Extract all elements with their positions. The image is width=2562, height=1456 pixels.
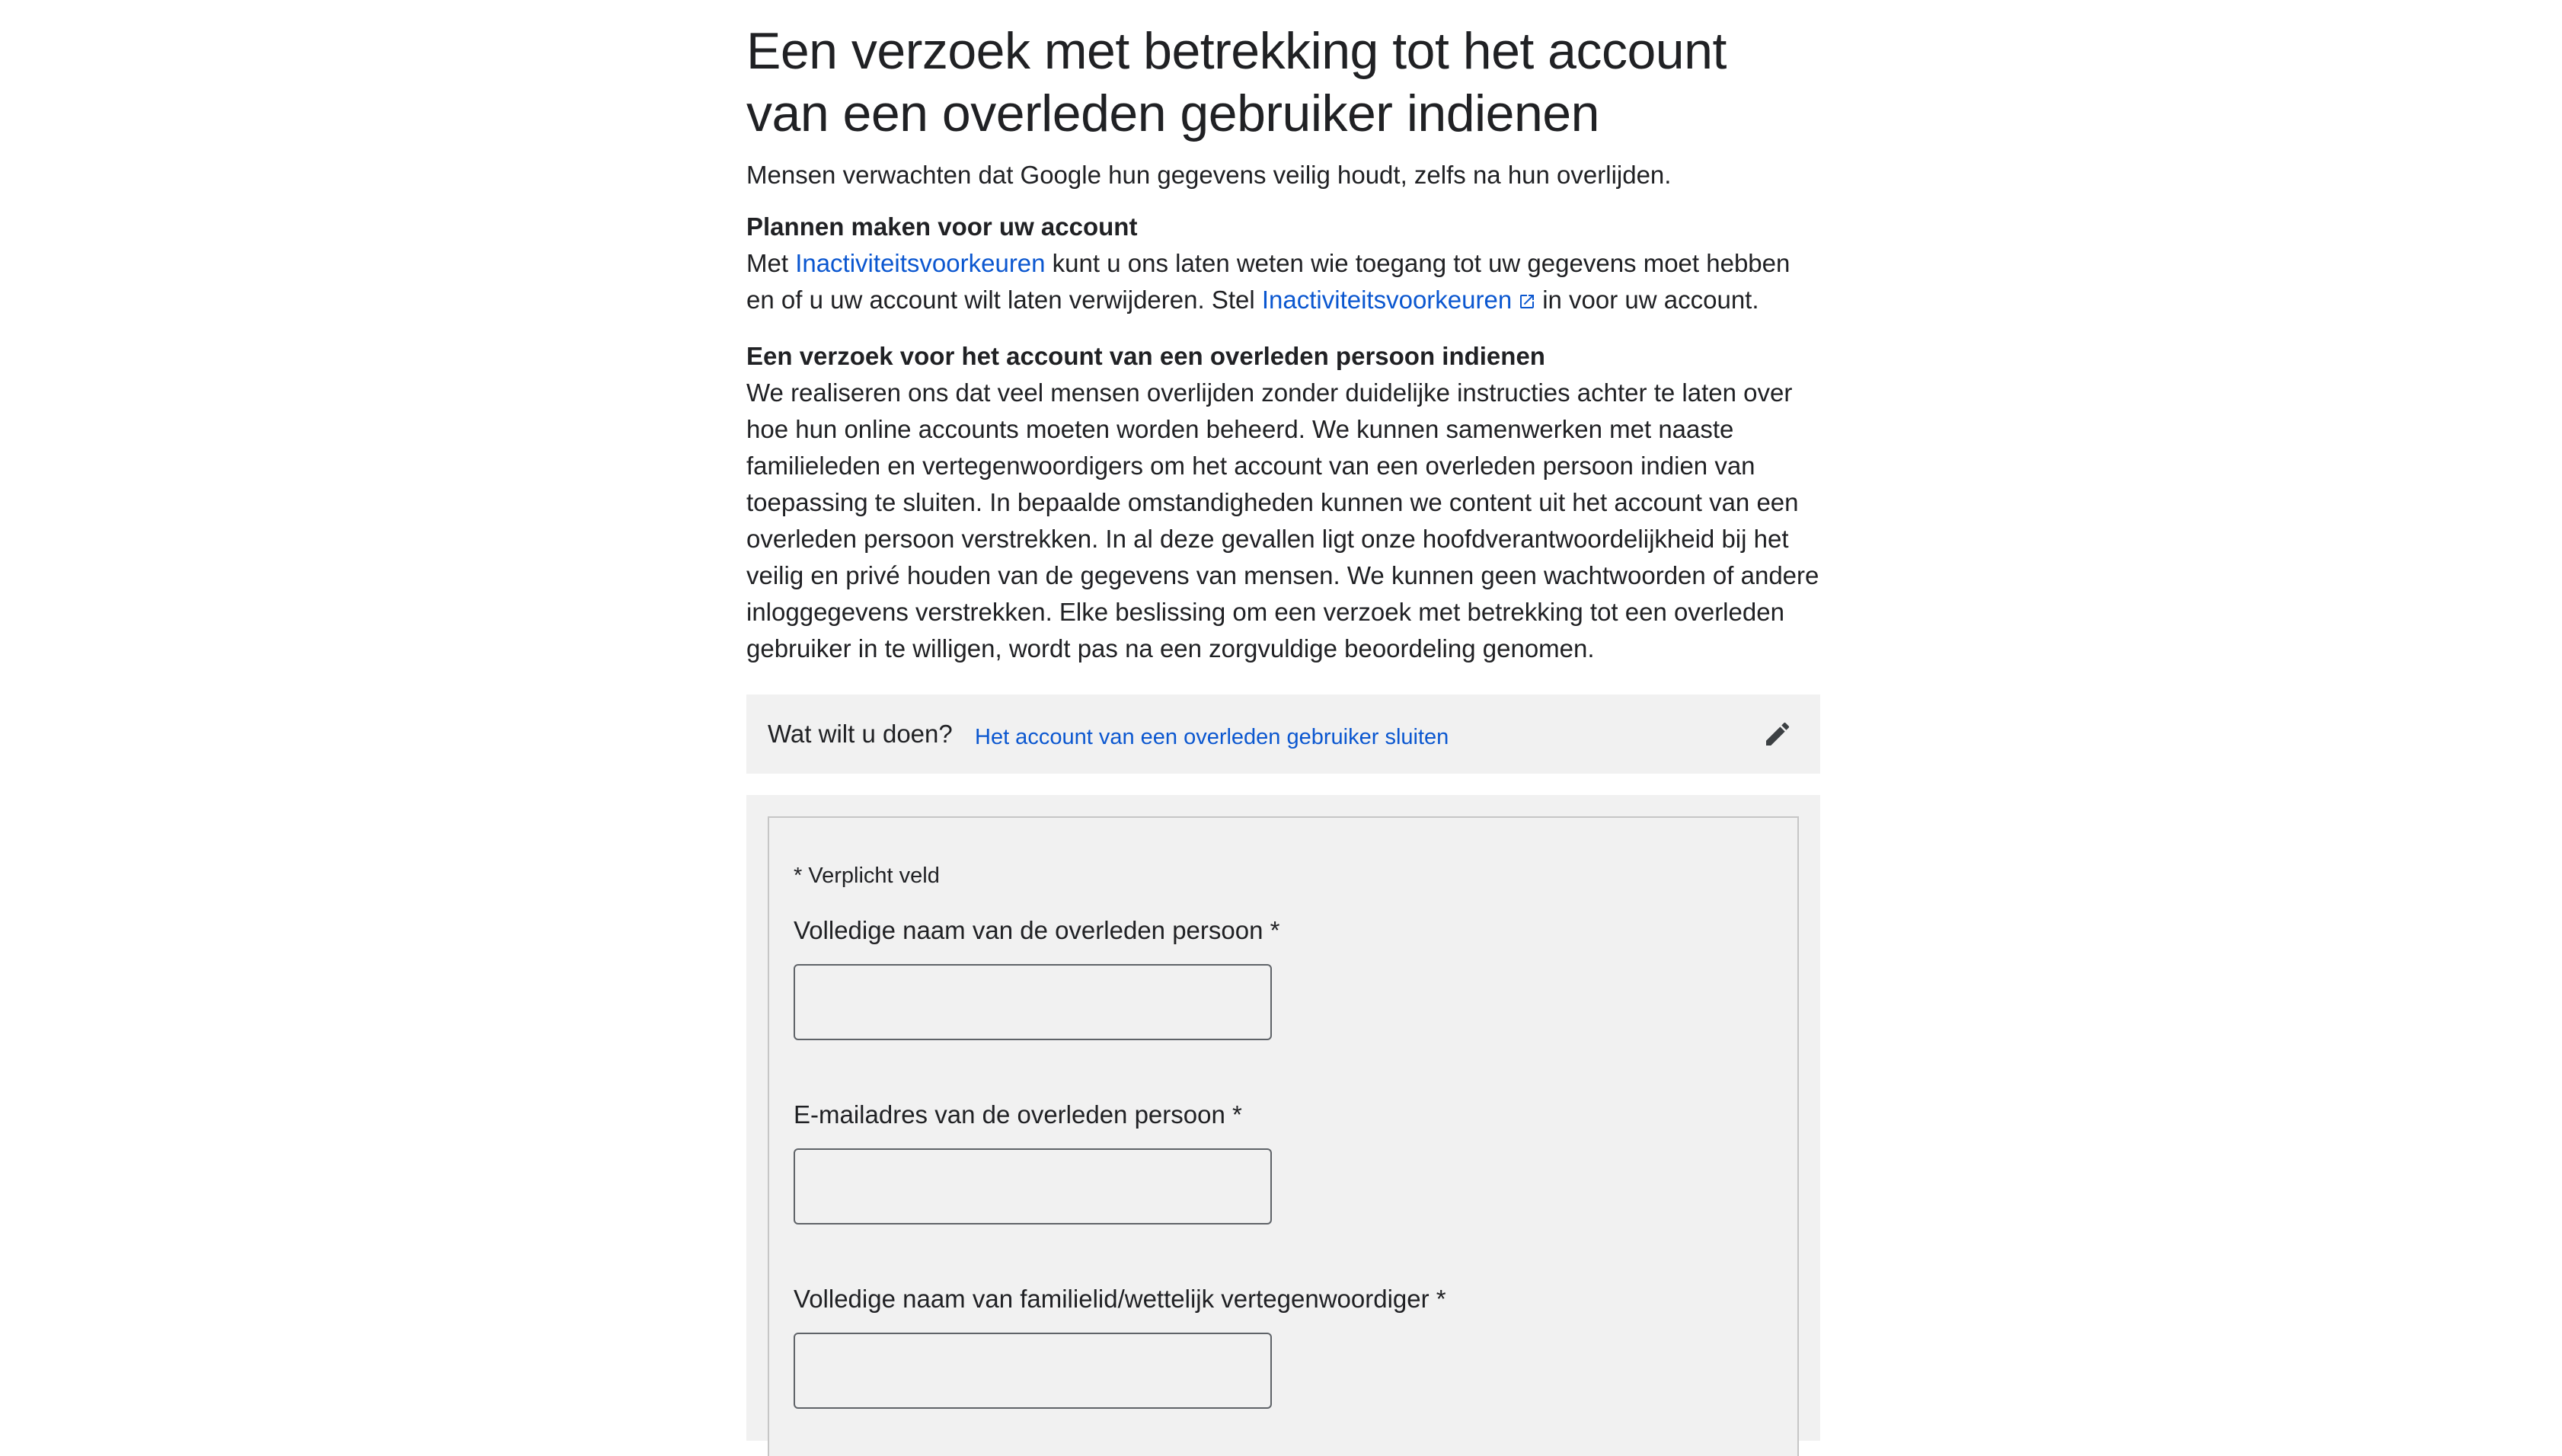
plan-section-text (746, 245, 1820, 318)
plan-text-after: in voor uw account. (1542, 286, 1759, 314)
deceased-email-label: E-mailadres van de overleden persoon * (794, 1100, 1242, 1129)
request-form (768, 816, 1799, 1456)
plan-section-heading: Plannen maken voor uw account (746, 212, 1138, 241)
plan-section (746, 209, 1820, 318)
selected-action-value[interactable]: Het account van een overleden gebruiker sluiten (975, 725, 1449, 749)
plan-text-between: kunt u ons laten weten wie toegang tot uw gegevens moet hebben en of u uw account wilt laten verwijderen. Stel (746, 249, 1791, 314)
representative-name-label: Volledige naam van familielid/wettelijk vertegenwoordiger * (794, 1285, 1446, 1313)
inactivity-preferences-external-link[interactable] (1262, 286, 1542, 314)
edit-action-button[interactable] (1761, 717, 1794, 751)
external-link-icon (1518, 292, 1536, 311)
request-section-heading: Een verzoek voor het account van een overleden persoon indienen (746, 342, 1545, 370)
plan-text-before: Met (746, 249, 796, 277)
action-question-label: Wat wilt u doen? (768, 720, 953, 748)
intro-text: Mensen verwachten dat Google hun gegevens veilig houdt, zelfs na hun overlijden. (746, 161, 1672, 189)
deceased-name-label: Volledige naam van de overleden persoon * (794, 916, 1280, 944)
inactivity-preferences-link[interactable]: Inactiviteitsvoorkeuren (795, 249, 1046, 277)
deceased-email-input[interactable] (794, 1148, 1272, 1225)
selected-action-bar (746, 694, 1820, 774)
required-field-note: * Verplicht veld (794, 864, 940, 888)
request-form-panel (746, 795, 1820, 1441)
deceased-name-input[interactable] (794, 964, 1272, 1040)
representative-name-input[interactable] (794, 1333, 1272, 1409)
page-title: Een verzoek met betrekking tot het account van een overleden gebruiker indienen (746, 22, 1727, 142)
inactivity-preferences-external-label: Inactiviteitsvoorkeuren (1261, 286, 1513, 314)
request-section (746, 338, 1820, 667)
pencil-icon (1762, 719, 1793, 749)
request-section-body: We realiseren ons dat veel mensen overlijden zonder duidelijke instructies achter te laten over hoe hun online accounts moeten worden beheerd. We kunnen samenwerken met naaste familieleden en vertegenwoordigers om het account van een overleden persoon indien van toepassing te sluiten. In bepaalde omstandigheden kunnen we content uit het account van een overleden persoon verstrekken. In al deze gevallen ligt onze hoofdverantwoordelijkheid bij het veilig en privé houden van de gegevens van mensen. We kunnen geen wachtwoorden of andere inloggegevens verstrekken. Elke beslissing om een verzoek met betrekking tot een overleden gebruiker in te willigen, wordt pas na een zorgvuldige beoordeling genomen. (746, 378, 1819, 663)
